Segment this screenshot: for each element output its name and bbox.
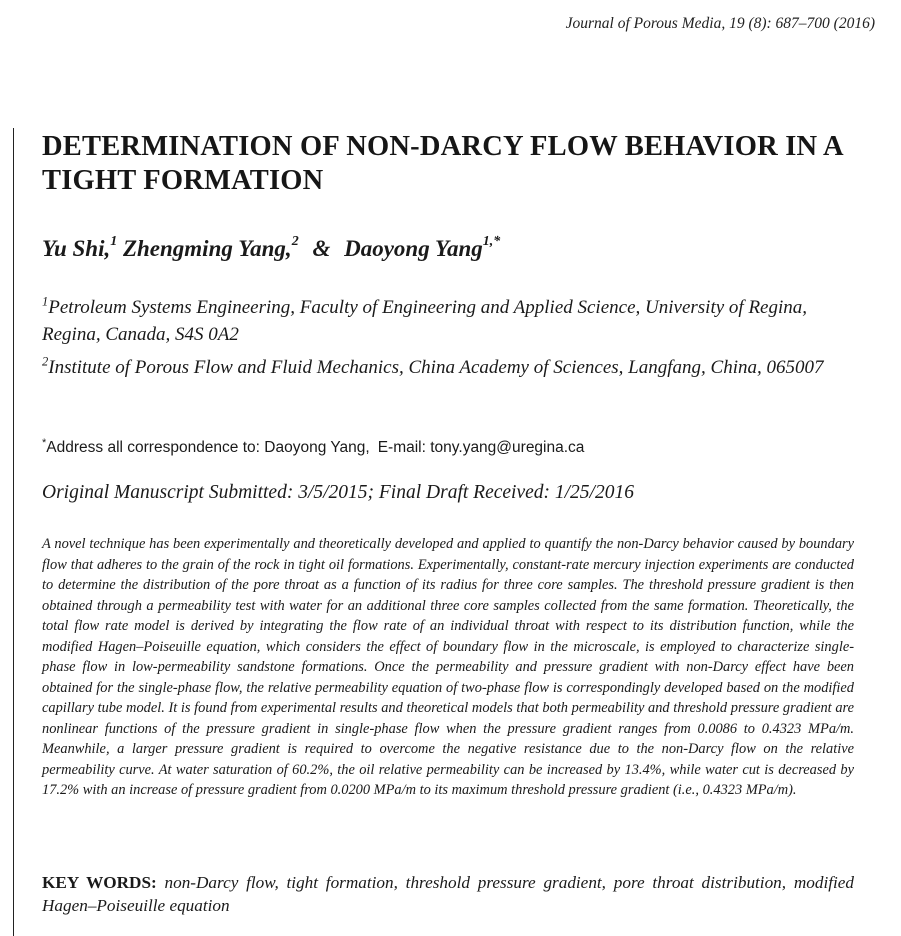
author-list	[42, 236, 500, 262]
affiliation-text: Institute of Porous Flow and Fluid Mechanics, China Academy of Sciences, Langfang, China, 065007	[48, 357, 824, 378]
affiliation	[42, 354, 852, 381]
keywords-text: non-Darcy flow, tight formation, threshold pressure gradient, pore throat distribution, modified Hagen–Poiseuille equation	[42, 873, 854, 915]
correspondence	[42, 437, 584, 457]
affiliation-mark: 2	[42, 354, 49, 369]
affiliation-mark: 1	[42, 294, 49, 309]
abstract: A novel technique has been experimentally and theoretically developed and applied to quantify the non-Darcy behavior caused by boundary flow that adheres to the grain of the rock in tight oil formations. Experimentally, constant-rate mercury injection experiments are conducted to determine the distribution of the pore throat as a function of its radius for three core samples. The threshold pressure gradient is then obtained through a permeability test with water for an additional three core samples collected from the same formation. Theoretically, the total flow rate model is derived by integrating the flow rate of an individual throat with respect to its distribution function, while the modified Hagen–Poiseuille equation, which considers the effect of boundary flow in the microscale, is employed to characterize single-phase flow in low-permeability sandstone formations. Once the permeability and pressure gradient with non-Darcy effect have been obtained for the single-phase flow, the relative permeability equation of two-phase flow is correspondingly developed based on the modified capillary tube model. It is found from experimental results and theoretical models that both permeability and threshold pressure gradient are nonlinear functions of the pressure gradient in single-phase flow when the pressure gradient ranges from 0.0086 to 0.4323 MPa/m. Meanwhile, a larger pressure gradient is required to overcome the negative resistance due to the non-Darcy flow on the relative permeability curve. At water saturation of 60.2%, the oil relative permeability can be increased by 13.4%, while water cut is decreased by 17.2% with an increase of pressure gradient from 0.0200 MPa/m to its maximum threshold pressure gradient (i.e., 0.4323 MPa/m).	[42, 536, 854, 798]
correspondence-mark: *	[42, 437, 47, 449]
paper-title: DETERMINATION OF NON-DARCY FLOW BEHAVIOR IN A TIGHT FORMATION	[42, 131, 843, 196]
author-affiliation-mark: 1,*	[482, 234, 501, 250]
author-name: Daoyong Yang	[344, 236, 483, 261]
correspondence-label: Address all correspondence to: Daoyong Yang,	[46, 439, 370, 457]
author-name: Zhengming Yang,	[122, 236, 292, 261]
margin-rule	[13, 128, 14, 936]
author-affiliation-mark: 1	[110, 234, 118, 250]
author-affiliation-mark: 2	[291, 234, 299, 250]
author-name: Yu Shi,	[42, 236, 111, 261]
affiliation-text: Petroleum Systems Engineering, Faculty of Engineering and Applied Science, University of Regina, Regina, Canada, S4S 0A2	[42, 297, 808, 345]
affiliation	[42, 294, 852, 348]
correspondence-email: E-mail: tony.yang@uregina.ca	[377, 439, 585, 457]
keywords	[42, 871, 854, 917]
author-separator: &	[312, 236, 331, 261]
keywords-label: KEY WORDS:	[42, 873, 157, 892]
journal-citation: Journal of Porous Media, 19 (8): 687–700 (2016)	[565, 15, 875, 32]
manuscript-dates: Original Manuscript Submitted: 3/5/2015; Final Draft Received: 1/25/2016	[42, 482, 634, 503]
